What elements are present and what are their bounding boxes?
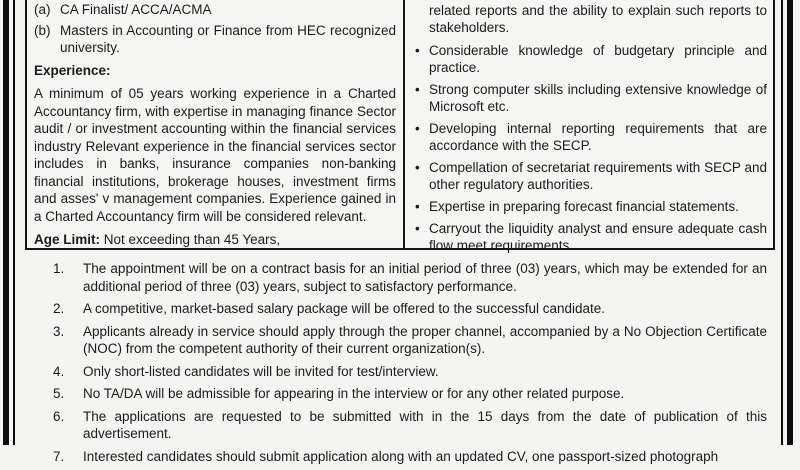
term-text: Applicants already in service should apply through the proper channel, accompanied by a No Objection Certificate (NOC) from the competent authority of their current organization(s).	[83, 323, 767, 356]
term-number: 1.	[53, 261, 65, 276]
requirement-item	[415, 42, 767, 76]
bullet-icon: •	[415, 121, 420, 136]
requirement-item	[415, 159, 767, 193]
term-text: Only short-listed candidates will be invited for test/interview.	[83, 363, 439, 379]
requirement-text: Considerable knowledge of budgetary principle and practice.	[429, 43, 767, 75]
bullet-icon: •	[415, 160, 420, 175]
term-item-2	[53, 300, 767, 318]
bullet-icon: •	[415, 221, 420, 236]
qualification-item-b-text: Masters in Accounting or Finance from HEC recognized university.	[60, 22, 396, 55]
qualification-item-a-label: (a)	[34, 2, 51, 17]
term-text: Interested candidates should submit application along with an updated CV, one passport-sized photograph	[83, 448, 719, 464]
requirement-item	[415, 81, 767, 115]
term-item-7	[53, 448, 767, 466]
requirement-continued-text: related reports and the ability to explain such reports to stakeholders.	[429, 3, 767, 35]
bullet-icon: •	[415, 82, 420, 97]
terms-and-conditions-list	[25, 260, 775, 470]
qualification-item-a	[34, 1, 396, 19]
term-text: The appointment will be on a contract basis for an initial period of three (03) years, which may be extended for an additional period of three (03) years, subject to satisfactory performance.	[83, 261, 767, 294]
term-number: 6.	[53, 408, 65, 424]
bullet-spacer	[415, 2, 429, 36]
requirement-text: Expertise in preparing forecast financial statements.	[429, 199, 739, 214]
term-item-6	[53, 408, 767, 443]
term-number: 4.	[53, 363, 65, 379]
qualifications-experience-column	[27, 0, 403, 248]
outer-frame-right-thick-rule	[787, 0, 793, 445]
term-text: The applications are requested to be submitted with in the 15 days from the date of publication of this advertisement.	[83, 408, 767, 441]
age-limit-label: Age Limit:	[34, 232, 100, 247]
qualification-item-b	[34, 22, 396, 57]
outer-frame-left-thick-rule	[3, 0, 9, 445]
term-item-5	[53, 385, 767, 403]
term-number: 5.	[53, 386, 65, 401]
requirement-text: Strong computer skills including extensive knowledge of Microsoft etc.	[429, 82, 767, 114]
term-text: A competitive, market-based salary package will be offered to the successful candidate.	[83, 301, 606, 316]
term-item-4	[53, 363, 767, 381]
term-item-1	[53, 260, 767, 295]
requirement-text: Compellation of secretariat requirements with SECP and other regulatory authorities.	[429, 160, 767, 192]
requirement-text: Carryout the liquidity analyst and ensure adequate cash flow meet requirements	[429, 221, 767, 253]
qualifications-requirements-box	[25, 0, 775, 253]
requirements-column	[403, 0, 773, 253]
requirement-item	[415, 120, 767, 154]
bullet-icon: •	[415, 199, 420, 214]
qualification-item-b-label: (b)	[34, 22, 51, 38]
requirement-item	[415, 198, 767, 215]
term-number: 7.	[53, 448, 65, 464]
outer-frame-right-thin-rule	[781, 0, 783, 445]
requirement-item	[415, 220, 767, 254]
requirement-text: Developing internal reporting requirements that are accordance with the SECP.	[429, 121, 767, 153]
age-limit-text: Not exceeding than 45 Years,	[100, 232, 281, 247]
term-item-3	[53, 323, 767, 358]
qualification-item-a-text: CA Finalist/ ACCA/ACMA	[60, 2, 212, 17]
experience-heading: Experience:	[34, 62, 111, 78]
term-text: No TA/DA will be admissible for appearing in the interview or for any other related purpose.	[83, 386, 625, 401]
requirement-continued-from-above	[415, 2, 767, 36]
term-number: 3.	[53, 323, 65, 339]
age-limit-line	[34, 231, 396, 249]
experience-paragraph: A minimum of 05 years working experience in a Charted Accountancy firm, with expertise in managing finance Sector audit / or investment accounting within the financial services industry Relevant experience in the financial services sector includes in banks, insurance companies non-banking financial institutions, brokerage houses, investment firms and asses' v management companies. Experience gained in a Charted Accountancy firm will be considered relevant.	[34, 86, 396, 224]
bullet-icon: •	[415, 43, 420, 58]
outer-frame-left-thin-rule	[13, 0, 15, 445]
term-number: 2.	[53, 301, 65, 316]
